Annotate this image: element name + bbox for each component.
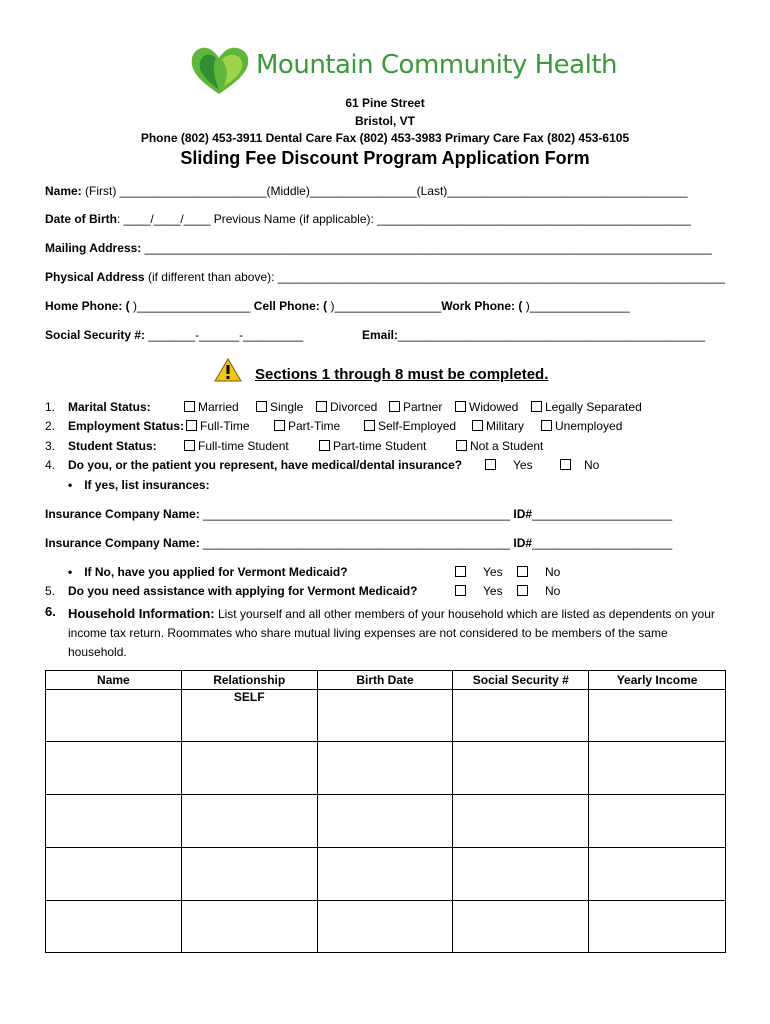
work-phone-blanks: )_______________ [522,299,630,313]
checkbox-icon[interactable] [256,401,267,412]
name-blanks: (First) ______________________(Middle)________________(Last)____________________________________ [81,184,688,198]
table-cell[interactable] [46,848,182,901]
insurance-label: Insurance Company Name: [45,536,200,550]
dob-field[interactable] [45,212,691,226]
option-widowed[interactable] [455,400,518,414]
email-field[interactable] [362,328,705,342]
page-title: Sliding Fee Discount Program Application Form [180,148,590,168]
q3-label: Student Status: [68,439,157,453]
physical-address-field[interactable] [45,270,725,284]
checkbox-icon[interactable] [560,459,571,470]
q6-number: 6. [45,604,56,619]
table-cell[interactable] [181,742,317,795]
medicaid-applied-no[interactable] [517,565,560,579]
work-phone-label: Work Phone: ( [441,299,523,313]
table-cell[interactable] [46,690,182,742]
q6-paragraph [68,604,728,662]
table-cell[interactable] [453,742,589,795]
mailing-address-field[interactable] [45,241,712,255]
table-cell[interactable] [453,795,589,848]
col-header-birth-date: Birth Date [317,671,453,690]
no-label: No [545,565,561,579]
table-header-row [46,671,726,690]
q3-number: 3. [45,439,56,453]
option-label: Not a Student [470,439,544,453]
street: 61 Pine Street [345,96,425,110]
home-phone-blanks: )_________________ [129,299,254,313]
id-blanks: _____________________ [532,536,673,550]
checkbox-icon[interactable] [316,401,327,412]
option-label: Part-time Student [333,439,427,453]
bullet-text: If No, have you applied for Vermont Medicaid? [84,565,348,579]
cell-phone-label: Cell Phone: ( [253,299,328,313]
insurance-field-1[interactable] [45,507,672,521]
household-table [45,670,726,953]
checkbox-icon[interactable] [455,566,466,577]
option-label: Married [198,400,239,414]
table-cell[interactable] [589,742,726,795]
option-single[interactable] [256,400,303,414]
id-label: ID# [513,536,533,550]
table-cell[interactable] [589,848,726,901]
table-cell[interactable] [181,795,317,848]
home-phone-label: Home Phone: ( [45,299,130,313]
table-cell[interactable] [317,901,453,953]
checkbox-icon[interactable] [455,585,466,596]
q5-number: 5. [45,584,56,598]
checkbox-icon[interactable] [319,440,330,451]
option-self-employed[interactable] [364,419,456,433]
option-unemployed[interactable] [541,419,622,433]
checkbox-icon[interactable] [184,440,195,451]
table-row [46,795,726,848]
option-label: Single [270,400,304,414]
option-part-time-student[interactable] [319,439,426,453]
q4-yes[interactable] [485,458,533,472]
option-legally-separated[interactable] [531,400,642,414]
option-label: Divorced [330,400,378,414]
insurance-blanks: ______________________________________________ [199,507,514,521]
q4-no[interactable] [560,458,599,472]
q4-label: Do you, or the patient you represent, have medical/dental insurance? [68,458,463,472]
checkbox-icon[interactable] [364,420,375,431]
name-field[interactable] [45,184,688,198]
id-label: ID# [513,507,533,521]
q5-no[interactable] [517,584,560,598]
option-label: Full-Time [200,419,250,433]
heart-logo-icon [188,44,250,96]
table-cell[interactable] [317,742,453,795]
insurance-field-2[interactable] [45,536,672,550]
table-cell[interactable] [317,848,453,901]
id-blanks: _____________________ [532,507,673,521]
checkbox-icon[interactable] [531,401,542,412]
q6-heading: Household Information: [68,606,215,621]
ssn-field[interactable] [45,328,303,342]
logo [188,44,618,96]
col-header-ssn: Social Security # [453,671,589,690]
q2-label: Employment Status: [68,419,185,433]
phone-fields[interactable] [45,299,630,313]
option-label: Legally Separated [545,400,642,414]
option-partner[interactable] [389,400,442,414]
q4-number: 4. [45,458,56,472]
bullet-if-yes: • If yes, list insurances: [68,478,210,492]
q5-label: Do you need assistance with applying for Vermont Medicaid? [68,584,418,598]
no-label: No [584,458,600,472]
table-row [46,690,726,742]
checkbox-icon[interactable] [186,420,197,431]
option-label: Part-Time [288,419,341,433]
table-cell[interactable] [317,795,453,848]
checkbox-icon[interactable] [455,401,466,412]
option-label: Partner [403,400,443,414]
option-married[interactable] [184,400,239,414]
option-not-a-student[interactable] [456,439,543,453]
table-row [46,848,726,901]
option-label: Military [486,419,524,433]
bullet-if-no: • If No, have you applied for Vermont Medicaid? [68,565,348,579]
checkbox-icon[interactable] [456,440,467,451]
q6-text: List yourself and all other members of your household which are listed as dependents on your income tax return. Roommates who share mutual living expenses are not considered to be members of the same household. [68,607,715,659]
table-cell[interactable] [46,742,182,795]
table-cell[interactable] [453,690,589,742]
table-cell[interactable] [181,901,317,953]
option-full-time-student[interactable] [184,439,289,453]
table-cell[interactable] [317,690,453,742]
org-name: Mountain Community Health [256,50,618,80]
city: Bristol, VT [354,114,415,128]
table-row [46,901,726,953]
q2-number: 2. [45,419,56,433]
col-header-relationship: Relationship [181,671,317,690]
option-label: Widowed [469,400,519,414]
option-military[interactable] [472,419,524,433]
col-header-name: Name [46,671,182,690]
table-cell[interactable] [589,690,726,742]
bullet-text: If yes, list insurances: [84,478,210,492]
checkbox-icon[interactable] [472,420,483,431]
table-cell[interactable] [589,901,726,953]
phone-fax-line: Phone (802) 453-3911 Dental Care Fax (802) 453-3983 Primary Care Fax (802) 453-6105 [140,131,630,145]
table-cell[interactable] [46,795,182,848]
dob-blanks: : ____/____/____ Previous Name (if applicable): _______________________________________________ [117,212,691,226]
checkbox-icon[interactable] [517,585,528,596]
checkbox-icon[interactable] [541,420,552,431]
insurance-blanks: ______________________________________________ [199,536,514,550]
q1-label: Marital Status: [68,400,151,414]
table-cell[interactable] [46,901,182,953]
self-label: SELF [233,690,265,704]
option-label: Unemployed [555,419,623,433]
physical-blanks: (if different than above): ___________________________________________________________________ [144,270,725,284]
checkbox-icon[interactable] [274,420,285,431]
insurance-label: Insurance Company Name: [45,507,200,521]
physical-label: Physical Address [45,270,145,284]
yes-label: Yes [513,458,533,472]
yes-label: Yes [483,565,503,579]
checkbox-icon[interactable] [485,459,496,470]
checkbox-icon[interactable] [517,566,528,577]
option-label: Full-time Student [198,439,289,453]
table-cell[interactable] [181,848,317,901]
email-blanks: ______________________________________________ [398,328,706,342]
cell-phone-blanks: )________________ [327,299,442,313]
checkbox-icon[interactable] [184,401,195,412]
medicaid-applied-yes[interactable] [455,565,503,579]
table-cell[interactable] [589,795,726,848]
table-row [46,742,726,795]
ssn-blanks: _______-______-_________ [145,328,304,342]
yes-label: Yes [483,584,503,598]
option-part-time[interactable] [274,419,340,433]
q1-number: 1. [45,400,56,414]
option-label: Self-Employed [378,419,457,433]
mailing-label: Mailing Address: [45,241,142,255]
warning-icon [214,358,242,382]
option-divorced[interactable] [316,400,377,414]
checkbox-icon[interactable] [389,401,400,412]
email-label: Email: [362,328,399,342]
table-cell[interactable] [453,901,589,953]
col-header-yearly-income: Yearly Income [589,671,726,690]
mailing-blanks: _____________________________________________________________________________________ [141,241,712,255]
q5-yes[interactable] [455,584,503,598]
ssn-label: Social Security #: [45,328,146,342]
sections-note: Sections 1 through 8 must be completed. [255,366,549,383]
table-cell[interactable] [453,848,589,901]
table-cell [181,690,317,742]
dob-label: Date of Birth [45,212,117,226]
name-label: Name: [45,184,82,198]
option-full-time[interactable] [186,419,250,433]
no-label: No [545,584,561,598]
